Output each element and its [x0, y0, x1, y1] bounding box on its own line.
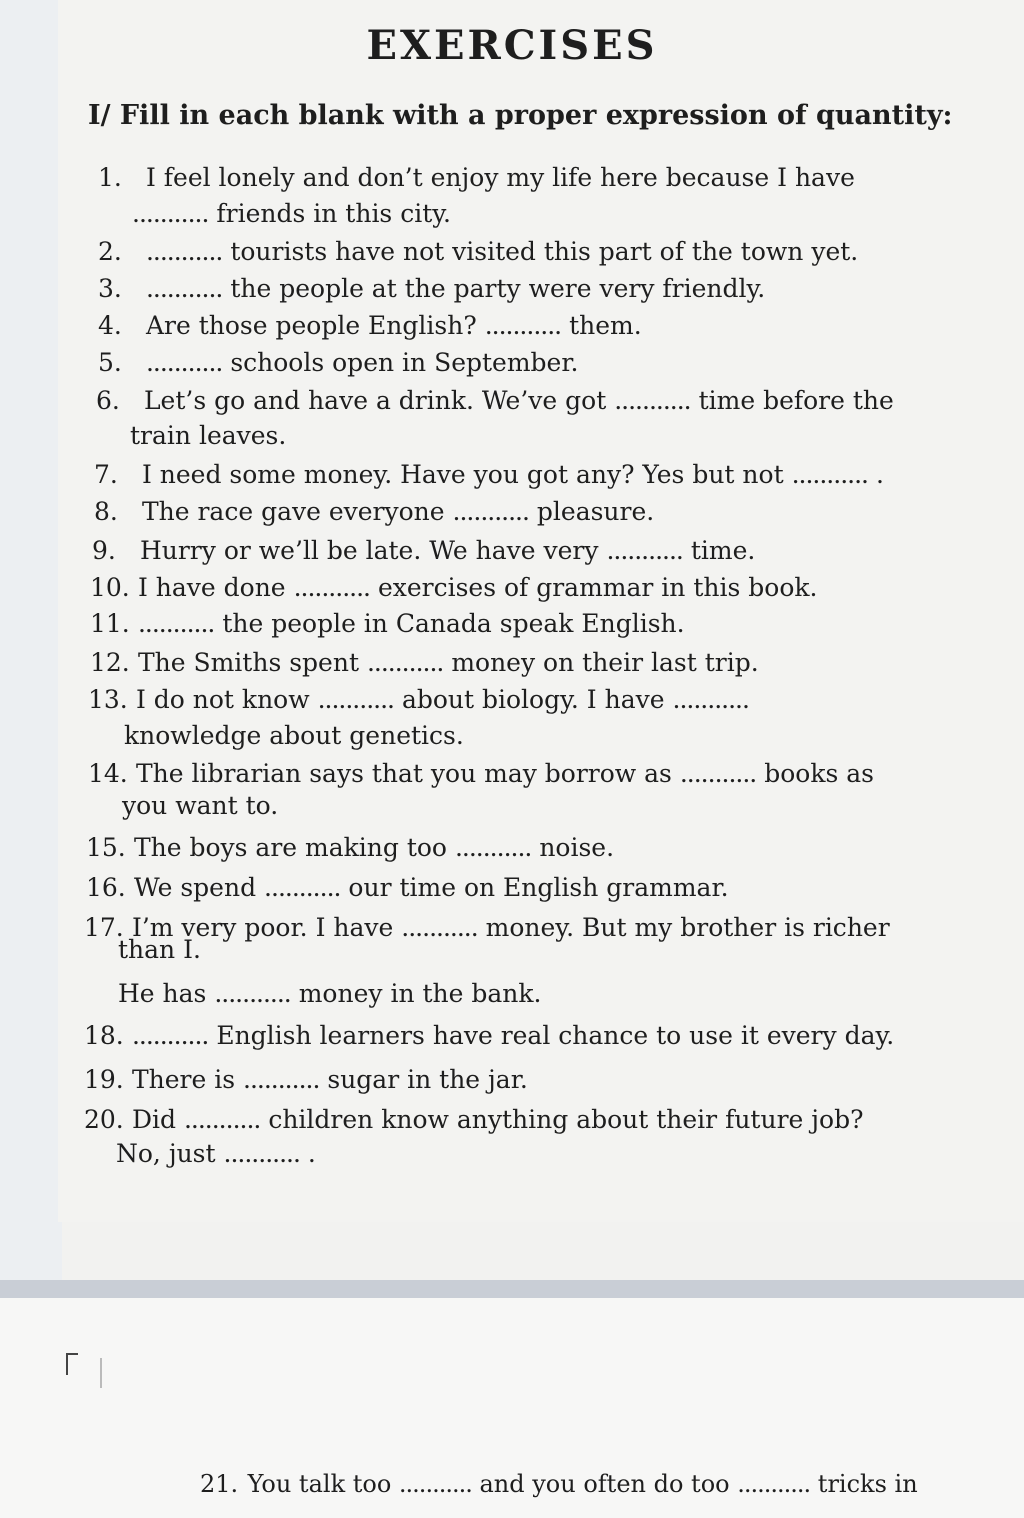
item-number: 18.	[84, 1021, 124, 1050]
item-text: our time on English grammar.	[348, 873, 729, 902]
exercise-item	[84, 910, 890, 946]
blank: ...........	[366, 648, 444, 677]
item-text: train leaves.	[130, 421, 287, 450]
item-text: I feel lonely and don’t enjoy my life here because I have	[145, 163, 855, 192]
item-text: The librarian says that you may borrow as	[135, 759, 672, 788]
exercise-item-continued	[116, 1136, 316, 1172]
blank: ...........	[737, 1470, 811, 1498]
item-text: I have done	[137, 573, 286, 602]
item-number: 7.	[94, 460, 118, 489]
blank: ...........	[137, 609, 215, 638]
item-number: 10.	[90, 573, 130, 602]
item-text: There is	[131, 1065, 236, 1094]
exercise-item	[98, 271, 765, 307]
blank: ...........	[243, 1065, 320, 1094]
item-text: Let’s go and have a drink. We’ve got	[143, 386, 607, 415]
item-text: exercises of grammar in this book.	[377, 573, 818, 602]
blank: ...........	[614, 386, 691, 415]
exercise-item	[94, 494, 654, 530]
exercise-item	[84, 1018, 894, 1054]
item-text: English learners have real chance to use it every day.	[216, 1021, 895, 1050]
exercise-item-continued	[118, 976, 541, 1012]
item-number: 12.	[90, 648, 130, 677]
exercise-item	[88, 682, 749, 718]
item-text: tourists have not visited this part of the town yet.	[230, 237, 859, 266]
blank: ...........	[791, 460, 868, 489]
exercise-item	[94, 457, 884, 493]
item-text: money on their last trip.	[451, 648, 759, 677]
item-number: 14.	[88, 759, 128, 788]
item-text: The race gave everyone	[141, 497, 445, 526]
item-number: 4.	[98, 311, 122, 340]
item-number: 9.	[92, 536, 116, 565]
exercise-item	[98, 160, 855, 196]
item-number: 17.	[84, 913, 124, 942]
blank: ...........	[672, 685, 749, 714]
exercise-item	[90, 570, 817, 606]
exercise-item-continued	[132, 196, 451, 232]
instruction: I/ Fill in each blank with a proper expression of quantity:	[88, 100, 953, 131]
item-text: No, just	[116, 1139, 216, 1168]
item-text: time before the	[698, 386, 894, 415]
item-text: money in the bank.	[298, 979, 542, 1008]
item-text: schools open in September.	[230, 348, 579, 377]
item-number: 19.	[84, 1065, 124, 1094]
item-text: books as	[764, 759, 874, 788]
item-text: sugar in the jar.	[327, 1065, 528, 1094]
item-text: I do not know	[135, 685, 310, 714]
item-number: 2.	[98, 237, 122, 266]
exercise-item	[96, 383, 894, 419]
item-text: than I.	[118, 935, 201, 964]
item-number: 13.	[88, 685, 128, 714]
item-number: 16.	[86, 873, 126, 902]
blank: ...........	[214, 979, 291, 1008]
faint-mark	[100, 1358, 108, 1388]
blank: ...........	[401, 913, 478, 942]
item-text: I’m very poor. I have	[131, 913, 394, 942]
exercise-item	[84, 1062, 528, 1098]
exercise-item	[98, 308, 642, 344]
item-text: We spend	[133, 873, 257, 902]
exercise-item	[92, 533, 755, 569]
blank: ...........	[264, 873, 341, 902]
item-text: about biology. I have	[401, 685, 665, 714]
item-text: Hurry or we’ll be late. We have very	[139, 536, 599, 565]
item-number: 1.	[98, 163, 122, 192]
item-text: .	[307, 1139, 316, 1168]
item-text: them.	[569, 311, 642, 340]
item-number: 20.	[84, 1105, 124, 1134]
blank: ...........	[679, 759, 757, 788]
item-number: 21.	[200, 1470, 239, 1498]
item-text: the people at the party were very friendly.	[230, 274, 766, 303]
item-text: He has	[118, 979, 207, 1008]
exercise-item	[90, 606, 685, 642]
item-text: money. But my brother is richer	[485, 913, 890, 942]
exercise-item	[200, 1466, 918, 1502]
item-text: friends in this city.	[216, 199, 452, 228]
item-number: 11.	[90, 609, 130, 638]
exercise-item	[88, 756, 874, 792]
exercise-item	[90, 645, 759, 681]
exercise-item	[98, 345, 579, 381]
blank: ...........	[452, 497, 529, 526]
item-text: I need some money. Have you got any? Yes but not	[141, 460, 784, 489]
blank: ...........	[132, 199, 209, 228]
item-text: Did	[131, 1105, 176, 1134]
item-text: pleasure.	[536, 497, 655, 526]
exercise-item	[98, 234, 858, 270]
crop-mark	[66, 1353, 78, 1375]
exercise-item	[86, 830, 614, 866]
blank: ...........	[484, 311, 562, 340]
blank: ...........	[223, 1139, 300, 1168]
item-number: 15.	[86, 833, 126, 862]
blank: ...........	[293, 573, 370, 602]
blank: ...........	[183, 1105, 261, 1134]
item-text: the people in Canada speak English.	[222, 609, 685, 638]
blank: ...........	[317, 685, 394, 714]
blank: ...........	[131, 1021, 209, 1050]
item-text: You talk too	[247, 1470, 392, 1498]
blank: ...........	[398, 1470, 472, 1498]
item-text: tricks in	[817, 1470, 918, 1498]
blank: ...........	[145, 348, 223, 377]
blank: ...........	[454, 833, 532, 862]
item-text: Are those people English?	[145, 311, 477, 340]
item-text: time.	[690, 536, 756, 565]
item-number: 5.	[98, 348, 122, 377]
exercise-item	[84, 1102, 863, 1138]
item-number: 6.	[96, 386, 120, 415]
item-text: The boys are making too	[133, 833, 447, 862]
exercise-item	[86, 870, 729, 906]
item-text: knowledge about genetics.	[124, 721, 464, 750]
page-margin	[62, 1222, 1024, 1280]
blank: ...........	[145, 237, 223, 266]
item-number: 3.	[98, 274, 122, 303]
item-text: you want to.	[122, 791, 279, 820]
item-text: children know anything about their future job?	[268, 1105, 864, 1134]
blank: ...........	[606, 536, 683, 565]
page-divider	[0, 1280, 1024, 1298]
blank: ...........	[145, 274, 223, 303]
item-number: 8.	[94, 497, 118, 526]
item-text: The Smiths spent	[137, 648, 359, 677]
page-title: EXERCISES	[366, 22, 658, 69]
item-text: noise.	[539, 833, 615, 862]
item-text: .	[875, 460, 884, 489]
item-text: and you often do too	[479, 1470, 730, 1498]
